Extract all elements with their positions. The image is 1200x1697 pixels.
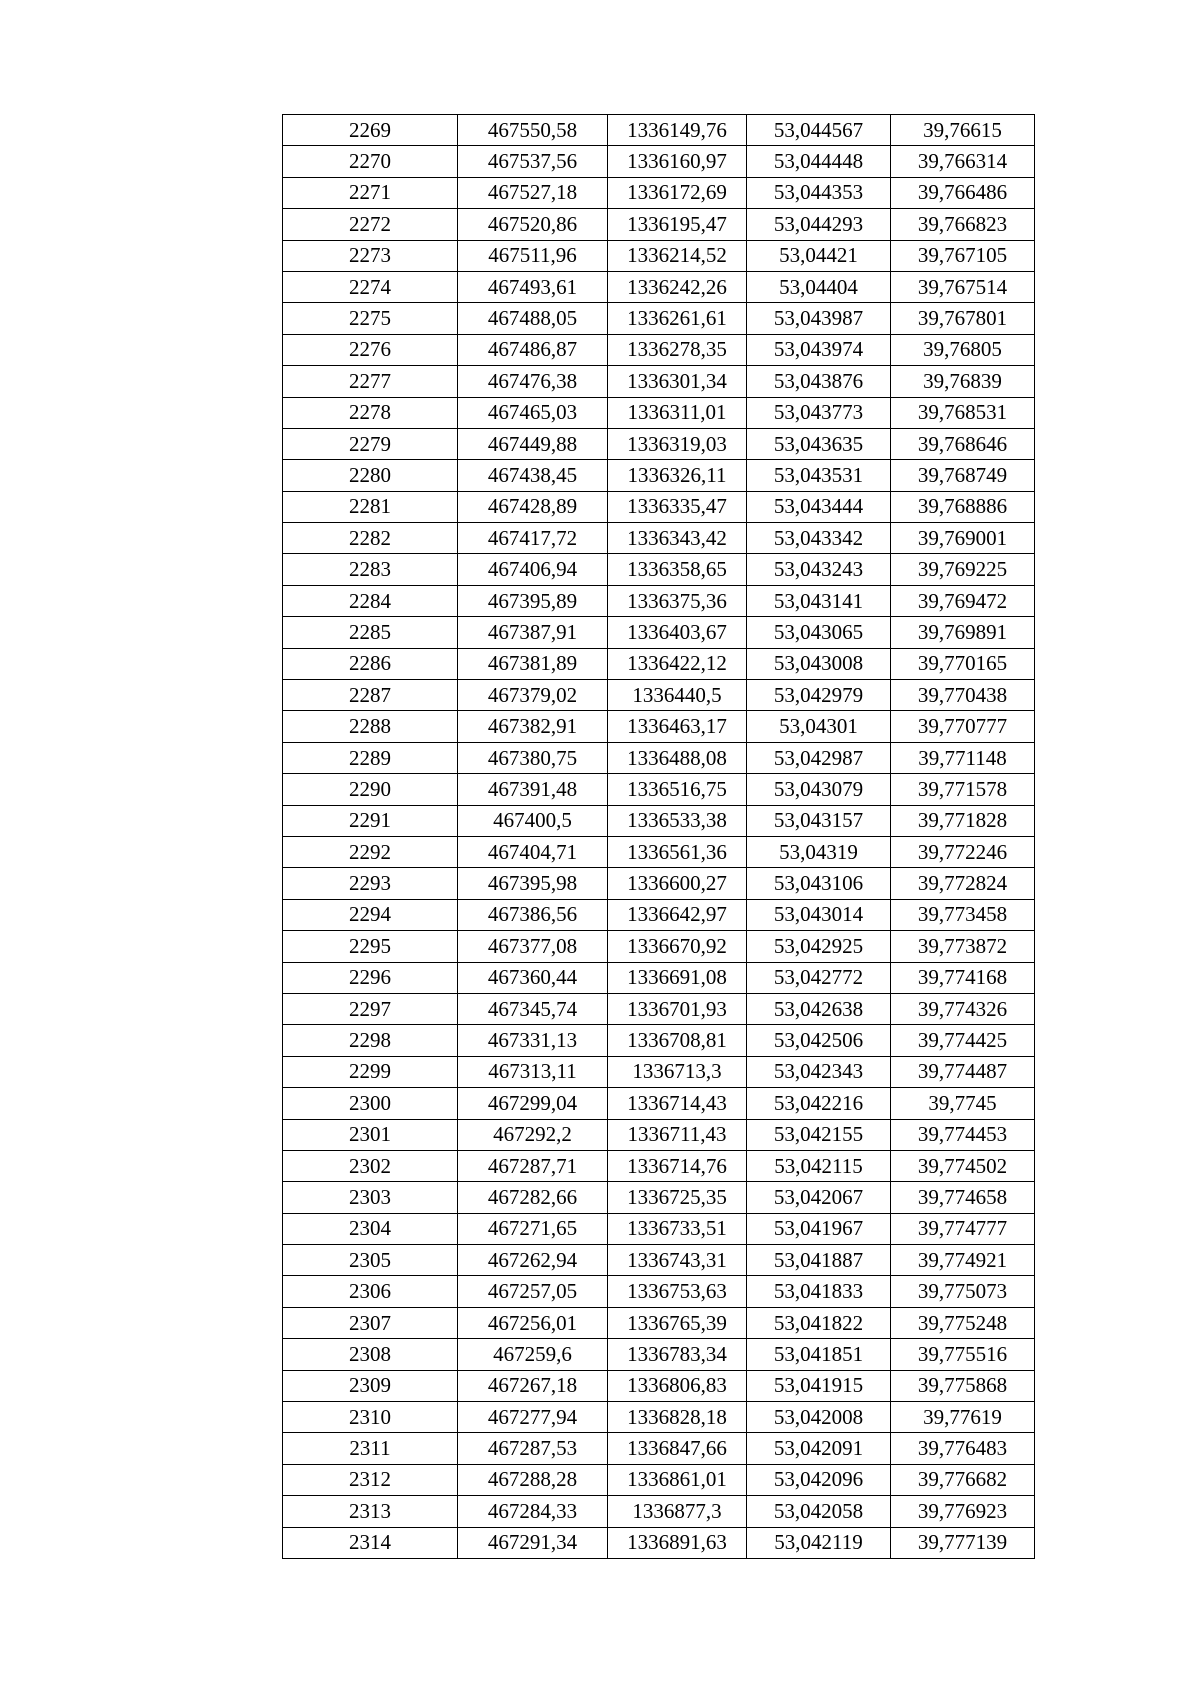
coord-x-cell: 467345,74 [458, 993, 608, 1024]
latitude-cell: 53,042772 [747, 962, 891, 993]
longitude-cell: 39,772246 [891, 836, 1035, 867]
coord-y-cell: 1336488,08 [608, 742, 747, 773]
longitude-cell: 39,76805 [891, 334, 1035, 365]
latitude-cell: 53,042979 [747, 680, 891, 711]
coord-y-cell: 1336463,17 [608, 711, 747, 742]
longitude-cell: 39,774502 [891, 1150, 1035, 1181]
coord-y-cell: 1336861,01 [608, 1464, 747, 1495]
latitude-cell: 53,04421 [747, 240, 891, 271]
latitude-cell: 53,041851 [747, 1339, 891, 1370]
coord-x-cell: 467360,44 [458, 962, 608, 993]
coord-y-cell: 1336319,03 [608, 428, 747, 459]
coord-y-cell: 1336711,43 [608, 1119, 747, 1150]
coord-y-cell: 1336714,43 [608, 1088, 747, 1119]
table-row [283, 931, 1035, 962]
longitude-cell: 39,774425 [891, 1025, 1035, 1056]
longitude-cell: 39,769891 [891, 617, 1035, 648]
latitude-cell: 53,043008 [747, 648, 891, 679]
table-row [283, 303, 1035, 334]
longitude-cell: 39,766486 [891, 177, 1035, 208]
coord-y-cell: 1336783,34 [608, 1339, 747, 1370]
longitude-cell: 39,775516 [891, 1339, 1035, 1370]
table-row [283, 680, 1035, 711]
longitude-cell: 39,776682 [891, 1464, 1035, 1495]
coord-x-cell: 467400,5 [458, 805, 608, 836]
point-number-cell: 2304 [283, 1213, 458, 1244]
longitude-cell: 39,770777 [891, 711, 1035, 742]
table-row [283, 1496, 1035, 1527]
longitude-cell: 39,772824 [891, 868, 1035, 899]
point-number-cell: 2269 [283, 115, 458, 146]
latitude-cell: 53,042119 [747, 1527, 891, 1558]
longitude-cell: 39,767514 [891, 271, 1035, 302]
coord-x-cell: 467382,91 [458, 711, 608, 742]
latitude-cell: 53,044448 [747, 146, 891, 177]
coord-x-cell: 467395,89 [458, 585, 608, 616]
longitude-cell: 39,768886 [891, 491, 1035, 522]
coord-x-cell: 467379,02 [458, 680, 608, 711]
table-row [283, 523, 1035, 554]
coord-y-cell: 1336403,67 [608, 617, 747, 648]
coord-y-cell: 1336691,08 [608, 962, 747, 993]
coord-y-cell: 1336335,47 [608, 491, 747, 522]
table-row [283, 334, 1035, 365]
point-number-cell: 2297 [283, 993, 458, 1024]
latitude-cell: 53,04301 [747, 711, 891, 742]
table-row [283, 177, 1035, 208]
coord-x-cell: 467476,38 [458, 366, 608, 397]
table-row [283, 774, 1035, 805]
coord-y-cell: 1336326,11 [608, 460, 747, 491]
point-number-cell: 2291 [283, 805, 458, 836]
table-row [283, 491, 1035, 522]
coord-y-cell: 1336195,47 [608, 209, 747, 240]
latitude-cell: 53,042506 [747, 1025, 891, 1056]
table-row [283, 554, 1035, 585]
coord-y-cell: 1336440,5 [608, 680, 747, 711]
coord-y-cell: 1336242,26 [608, 271, 747, 302]
table-row [283, 1088, 1035, 1119]
table-row [283, 460, 1035, 491]
latitude-cell: 53,04319 [747, 836, 891, 867]
table-row [283, 585, 1035, 616]
coord-x-cell: 467488,05 [458, 303, 608, 334]
coord-x-cell: 467550,58 [458, 115, 608, 146]
coord-y-cell: 1336149,76 [608, 115, 747, 146]
latitude-cell: 53,043342 [747, 523, 891, 554]
coord-x-cell: 467417,72 [458, 523, 608, 554]
point-number-cell: 2308 [283, 1339, 458, 1370]
coord-y-cell: 1336301,34 [608, 366, 747, 397]
point-number-cell: 2280 [283, 460, 458, 491]
coord-x-cell: 467465,03 [458, 397, 608, 428]
coord-y-cell: 1336422,12 [608, 648, 747, 679]
coord-x-cell: 467404,71 [458, 836, 608, 867]
point-number-cell: 2279 [283, 428, 458, 459]
point-number-cell: 2271 [283, 177, 458, 208]
point-number-cell: 2294 [283, 899, 458, 930]
point-number-cell: 2293 [283, 868, 458, 899]
coord-x-cell: 467395,98 [458, 868, 608, 899]
coord-y-cell: 1336806,83 [608, 1370, 747, 1401]
latitude-cell: 53,042115 [747, 1150, 891, 1181]
coord-x-cell: 467256,01 [458, 1307, 608, 1338]
latitude-cell: 53,041822 [747, 1307, 891, 1338]
point-number-cell: 2302 [283, 1150, 458, 1181]
point-number-cell: 2286 [283, 648, 458, 679]
latitude-cell: 53,042058 [747, 1496, 891, 1527]
latitude-cell: 53,043531 [747, 460, 891, 491]
longitude-cell: 39,766823 [891, 209, 1035, 240]
table-row [283, 836, 1035, 867]
table-row [283, 1339, 1035, 1370]
longitude-cell: 39,776483 [891, 1433, 1035, 1464]
table-row [283, 1025, 1035, 1056]
longitude-cell: 39,769225 [891, 554, 1035, 585]
coord-y-cell: 1336642,97 [608, 899, 747, 930]
longitude-cell: 39,774777 [891, 1213, 1035, 1244]
point-number-cell: 2309 [283, 1370, 458, 1401]
latitude-cell: 53,043876 [747, 366, 891, 397]
coord-y-cell: 1336714,76 [608, 1150, 747, 1181]
coord-x-cell: 467377,08 [458, 931, 608, 962]
coord-x-cell: 467493,61 [458, 271, 608, 302]
longitude-cell: 39,774453 [891, 1119, 1035, 1150]
coordinates-table-body [283, 115, 1035, 1559]
coord-x-cell: 467406,94 [458, 554, 608, 585]
coord-y-cell: 1336670,92 [608, 931, 747, 962]
coord-x-cell: 467520,86 [458, 209, 608, 240]
latitude-cell: 53,042925 [747, 931, 891, 962]
latitude-cell: 53,04404 [747, 271, 891, 302]
longitude-cell: 39,7745 [891, 1088, 1035, 1119]
point-number-cell: 2282 [283, 523, 458, 554]
point-number-cell: 2311 [283, 1433, 458, 1464]
coord-y-cell: 1336278,35 [608, 334, 747, 365]
longitude-cell: 39,76615 [891, 115, 1035, 146]
table-row [283, 1370, 1035, 1401]
point-number-cell: 2303 [283, 1182, 458, 1213]
table-row [283, 711, 1035, 742]
latitude-cell: 53,041833 [747, 1276, 891, 1307]
longitude-cell: 39,768646 [891, 428, 1035, 459]
table-row [283, 1402, 1035, 1433]
longitude-cell: 39,767801 [891, 303, 1035, 334]
latitude-cell: 53,044293 [747, 209, 891, 240]
coord-y-cell: 1336172,69 [608, 177, 747, 208]
coord-y-cell: 1336713,3 [608, 1056, 747, 1087]
latitude-cell: 53,044567 [747, 115, 891, 146]
coord-y-cell: 1336375,36 [608, 585, 747, 616]
coord-y-cell: 1336891,63 [608, 1527, 747, 1558]
coord-y-cell: 1336160,97 [608, 146, 747, 177]
coord-y-cell: 1336847,66 [608, 1433, 747, 1464]
longitude-cell: 39,769001 [891, 523, 1035, 554]
coord-x-cell: 467527,18 [458, 177, 608, 208]
table-row [283, 366, 1035, 397]
table-row [283, 993, 1035, 1024]
table-row [283, 397, 1035, 428]
longitude-cell: 39,777139 [891, 1527, 1035, 1558]
latitude-cell: 53,043106 [747, 868, 891, 899]
latitude-cell: 53,043014 [747, 899, 891, 930]
coord-y-cell: 1336311,01 [608, 397, 747, 428]
table-row [283, 1150, 1035, 1181]
latitude-cell: 53,043974 [747, 334, 891, 365]
point-number-cell: 2287 [283, 680, 458, 711]
table-row [283, 1182, 1035, 1213]
coord-x-cell: 467287,53 [458, 1433, 608, 1464]
point-number-cell: 2277 [283, 366, 458, 397]
longitude-cell: 39,776923 [891, 1496, 1035, 1527]
latitude-cell: 53,042008 [747, 1402, 891, 1433]
longitude-cell: 39,773872 [891, 931, 1035, 962]
point-number-cell: 2273 [283, 240, 458, 271]
table-row [283, 1276, 1035, 1307]
point-number-cell: 2275 [283, 303, 458, 334]
longitude-cell: 39,771828 [891, 805, 1035, 836]
table-row [283, 1119, 1035, 1150]
latitude-cell: 53,042096 [747, 1464, 891, 1495]
longitude-cell: 39,775073 [891, 1276, 1035, 1307]
point-number-cell: 2298 [283, 1025, 458, 1056]
coord-x-cell: 467282,66 [458, 1182, 608, 1213]
longitude-cell: 39,774921 [891, 1245, 1035, 1276]
longitude-cell: 39,768749 [891, 460, 1035, 491]
table-row [283, 868, 1035, 899]
latitude-cell: 53,043773 [747, 397, 891, 428]
latitude-cell: 53,042216 [747, 1088, 891, 1119]
coord-x-cell: 467391,48 [458, 774, 608, 805]
latitude-cell: 53,043243 [747, 554, 891, 585]
coord-x-cell: 467486,87 [458, 334, 608, 365]
point-number-cell: 2276 [283, 334, 458, 365]
point-number-cell: 2290 [283, 774, 458, 805]
table-row [283, 1527, 1035, 1558]
table-row [283, 271, 1035, 302]
point-number-cell: 2312 [283, 1464, 458, 1495]
table-row [283, 742, 1035, 773]
latitude-cell: 53,042987 [747, 742, 891, 773]
latitude-cell: 53,041915 [747, 1370, 891, 1401]
coord-x-cell: 467262,94 [458, 1245, 608, 1276]
coord-x-cell: 467449,88 [458, 428, 608, 459]
latitude-cell: 53,043141 [747, 585, 891, 616]
coord-y-cell: 1336733,51 [608, 1213, 747, 1244]
point-number-cell: 2314 [283, 1527, 458, 1558]
coord-x-cell: 467380,75 [458, 742, 608, 773]
longitude-cell: 39,774168 [891, 962, 1035, 993]
coord-y-cell: 1336358,65 [608, 554, 747, 585]
point-number-cell: 2299 [283, 1056, 458, 1087]
latitude-cell: 53,041967 [747, 1213, 891, 1244]
coord-y-cell: 1336261,61 [608, 303, 747, 334]
longitude-cell: 39,76839 [891, 366, 1035, 397]
point-number-cell: 2305 [283, 1245, 458, 1276]
longitude-cell: 39,775248 [891, 1307, 1035, 1338]
latitude-cell: 53,043157 [747, 805, 891, 836]
longitude-cell: 39,774487 [891, 1056, 1035, 1087]
coord-x-cell: 467288,28 [458, 1464, 608, 1495]
latitude-cell: 53,042155 [747, 1119, 891, 1150]
table-row [283, 1433, 1035, 1464]
latitude-cell: 53,042091 [747, 1433, 891, 1464]
coord-y-cell: 1336753,63 [608, 1276, 747, 1307]
table-row [283, 962, 1035, 993]
coord-y-cell: 1336600,27 [608, 868, 747, 899]
point-number-cell: 2300 [283, 1088, 458, 1119]
point-number-cell: 2270 [283, 146, 458, 177]
latitude-cell: 53,042638 [747, 993, 891, 1024]
point-number-cell: 2278 [283, 397, 458, 428]
table-row [283, 428, 1035, 459]
longitude-cell: 39,774326 [891, 993, 1035, 1024]
table-row [283, 1213, 1035, 1244]
latitude-cell: 53,043065 [747, 617, 891, 648]
point-number-cell: 2274 [283, 271, 458, 302]
point-number-cell: 2301 [283, 1119, 458, 1150]
table-row [283, 115, 1035, 146]
point-number-cell: 2288 [283, 711, 458, 742]
longitude-cell: 39,771578 [891, 774, 1035, 805]
longitude-cell: 39,771148 [891, 742, 1035, 773]
coord-y-cell: 1336214,52 [608, 240, 747, 271]
point-number-cell: 2283 [283, 554, 458, 585]
point-number-cell: 2284 [283, 585, 458, 616]
coord-x-cell: 467271,65 [458, 1213, 608, 1244]
coord-x-cell: 467428,89 [458, 491, 608, 522]
latitude-cell: 53,043079 [747, 774, 891, 805]
point-number-cell: 2313 [283, 1496, 458, 1527]
coord-y-cell: 1336743,31 [608, 1245, 747, 1276]
coord-x-cell: 467267,18 [458, 1370, 608, 1401]
coordinates-table [282, 114, 1035, 1559]
point-number-cell: 2285 [283, 617, 458, 648]
longitude-cell: 39,766314 [891, 146, 1035, 177]
table-row [283, 240, 1035, 271]
table-row [283, 805, 1035, 836]
table-row [283, 1245, 1035, 1276]
point-number-cell: 2272 [283, 209, 458, 240]
longitude-cell: 39,770438 [891, 680, 1035, 711]
coord-y-cell: 1336516,75 [608, 774, 747, 805]
coord-y-cell: 1336765,39 [608, 1307, 747, 1338]
coord-y-cell: 1336701,93 [608, 993, 747, 1024]
coord-y-cell: 1336533,38 [608, 805, 747, 836]
longitude-cell: 39,775868 [891, 1370, 1035, 1401]
point-number-cell: 2310 [283, 1402, 458, 1433]
coord-x-cell: 467284,33 [458, 1496, 608, 1527]
coord-x-cell: 467292,2 [458, 1119, 608, 1150]
coord-y-cell: 1336343,42 [608, 523, 747, 554]
longitude-cell: 39,769472 [891, 585, 1035, 616]
longitude-cell: 39,768531 [891, 397, 1035, 428]
longitude-cell: 39,773458 [891, 899, 1035, 930]
table-row [283, 1464, 1035, 1495]
coord-x-cell: 467257,05 [458, 1276, 608, 1307]
coord-x-cell: 467277,94 [458, 1402, 608, 1433]
coord-y-cell: 1336725,35 [608, 1182, 747, 1213]
coord-x-cell: 467259,6 [458, 1339, 608, 1370]
coord-x-cell: 467511,96 [458, 240, 608, 271]
coord-x-cell: 467313,11 [458, 1056, 608, 1087]
coord-x-cell: 467537,56 [458, 146, 608, 177]
coord-x-cell: 467381,89 [458, 648, 608, 679]
latitude-cell: 53,043444 [747, 491, 891, 522]
table-row [283, 1307, 1035, 1338]
coord-x-cell: 467386,56 [458, 899, 608, 930]
latitude-cell: 53,042067 [747, 1182, 891, 1213]
latitude-cell: 53,041887 [747, 1245, 891, 1276]
coord-x-cell: 467331,13 [458, 1025, 608, 1056]
latitude-cell: 53,043987 [747, 303, 891, 334]
point-number-cell: 2295 [283, 931, 458, 962]
point-number-cell: 2307 [283, 1307, 458, 1338]
coord-y-cell: 1336561,36 [608, 836, 747, 867]
latitude-cell: 53,042343 [747, 1056, 891, 1087]
point-number-cell: 2296 [283, 962, 458, 993]
point-number-cell: 2292 [283, 836, 458, 867]
longitude-cell: 39,77619 [891, 1402, 1035, 1433]
table-row [283, 899, 1035, 930]
coord-x-cell: 467287,71 [458, 1150, 608, 1181]
latitude-cell: 53,043635 [747, 428, 891, 459]
coord-y-cell: 1336828,18 [608, 1402, 747, 1433]
coord-x-cell: 467299,04 [458, 1088, 608, 1119]
table-row [283, 617, 1035, 648]
coord-y-cell: 1336877,3 [608, 1496, 747, 1527]
table-row [283, 1056, 1035, 1087]
longitude-cell: 39,767105 [891, 240, 1035, 271]
coord-x-cell: 467291,34 [458, 1527, 608, 1558]
point-number-cell: 2306 [283, 1276, 458, 1307]
table-row [283, 146, 1035, 177]
longitude-cell: 39,774658 [891, 1182, 1035, 1213]
point-number-cell: 2281 [283, 491, 458, 522]
coord-y-cell: 1336708,81 [608, 1025, 747, 1056]
table-row [283, 648, 1035, 679]
coord-x-cell: 467438,45 [458, 460, 608, 491]
table-row [283, 209, 1035, 240]
longitude-cell: 39,770165 [891, 648, 1035, 679]
point-number-cell: 2289 [283, 742, 458, 773]
coord-x-cell: 467387,91 [458, 617, 608, 648]
latitude-cell: 53,044353 [747, 177, 891, 208]
